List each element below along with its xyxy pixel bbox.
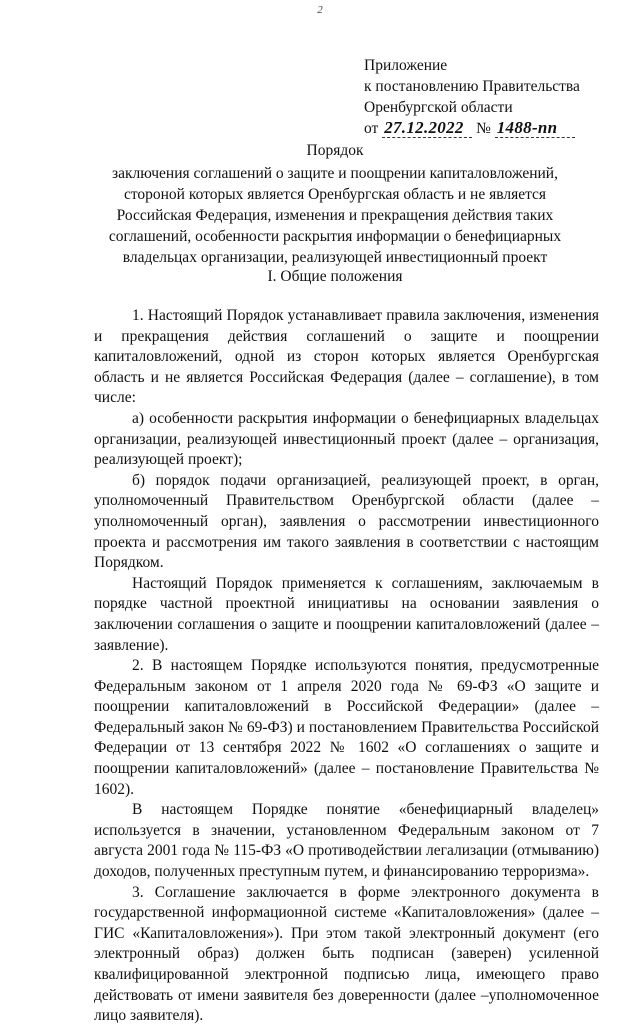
- appendix-date-line: [364, 118, 580, 139]
- paragraph: 3. Соглашение заключается в форме электронного документа в государственной информационной системе «Капиталовложения» (далее – ГИС «Капиталовложения»). При этом такой электронный документ (его электронный образ) должен быть подписан (заверен) усиленной квалифицированной электронной подписью лица, имеющего право действовать от имени заявителя без доверенности (далее –уполномоченное лицо заявителя).: [94, 883, 599, 1025]
- paragraph: Настоящий Порядок применяется к соглашениям, заключаемым в порядке частной проектной инициативы на основании заявления о заключении соглашения о защите и поощрении капиталовложений (далее – заявление).: [94, 574, 599, 654]
- number-prefix: №: [476, 120, 491, 137]
- appendix-line-3: Оренбургской области: [364, 99, 513, 116]
- date-prefix: от: [364, 120, 379, 137]
- section-heading: I. Общие положения: [267, 268, 403, 285]
- title-subtitle-line: владельцах организации, реализующей инвестиционный проект: [122, 249, 548, 266]
- document-title: [100, 140, 570, 268]
- appendix-block: [364, 55, 580, 139]
- handwritten-number: 1488-пп: [495, 119, 575, 138]
- paragraph: 2. В настоящем Порядке используются понятия, предусмотренные Федеральным законом от 1 апреля 2020 года № 69-ФЗ «О защите и поощрении капиталовложений в Российской Федерации» (далее – Федеральный закон № 69-ФЗ) и постановлением Правительства Российской Федерации от 13 сентября 2022 № 1602 «О соглашениях о защите и поощрении капиталовложений» (далее – постановление Правительства № 1602).: [94, 657, 599, 798]
- appendix-line-1: Приложение: [364, 57, 448, 74]
- title-subtitle-line: стороной которых является Оренбургская область и не является: [123, 186, 547, 203]
- title-subtitle-line: заключения соглашений о защите и поощрении капиталовложений,: [112, 165, 558, 182]
- page-number: 2: [317, 4, 323, 16]
- appendix-line-2: к постановлению Правительства: [364, 78, 580, 95]
- paragraph: 1. Настоящий Порядок устанавливает правила заключения, изменения и прекращения действия соглашений о защите и поощрении капиталовложений, одной из сторон которых является Оренбургская область и не является Российская Федерация (далее – соглашение), в том числе:: [94, 307, 599, 407]
- title-heading: Порядок: [306, 142, 364, 159]
- title-subtitle-line: Российская Федерация, изменения и прекращения действия таких: [116, 207, 554, 224]
- paragraph: а) особенности раскрытия информации о бенефициарных владельцах организации, реализующей инвестиционный проект (далее – организация, реализующей проект);: [94, 409, 599, 469]
- title-subtitle-line: соглашений, особенности раскрытия информации о бенефициарных: [108, 228, 562, 245]
- paragraph: В настоящем Порядке понятие «бенефициарный владелец» используется в значении, установленном Федеральным законом от 7 августа 2001 года № 115-ФЗ «О противодействии легализации (отмыванию) доходов, полученных преступным путем, и финансированию терроризма».: [94, 801, 599, 881]
- document-body: [94, 306, 599, 1027]
- handwritten-date: 27.12.2022: [382, 119, 472, 138]
- paragraph: б) порядок подачи организацией, реализующей проект, в орган, уполномоченный Правительством Оренбургской области (далее – уполномоченный орган), заявления о рассмотрении инвестиционного проекта и рассмотрения им такого заявления в соответствии с настоящим Порядком.: [94, 471, 599, 572]
